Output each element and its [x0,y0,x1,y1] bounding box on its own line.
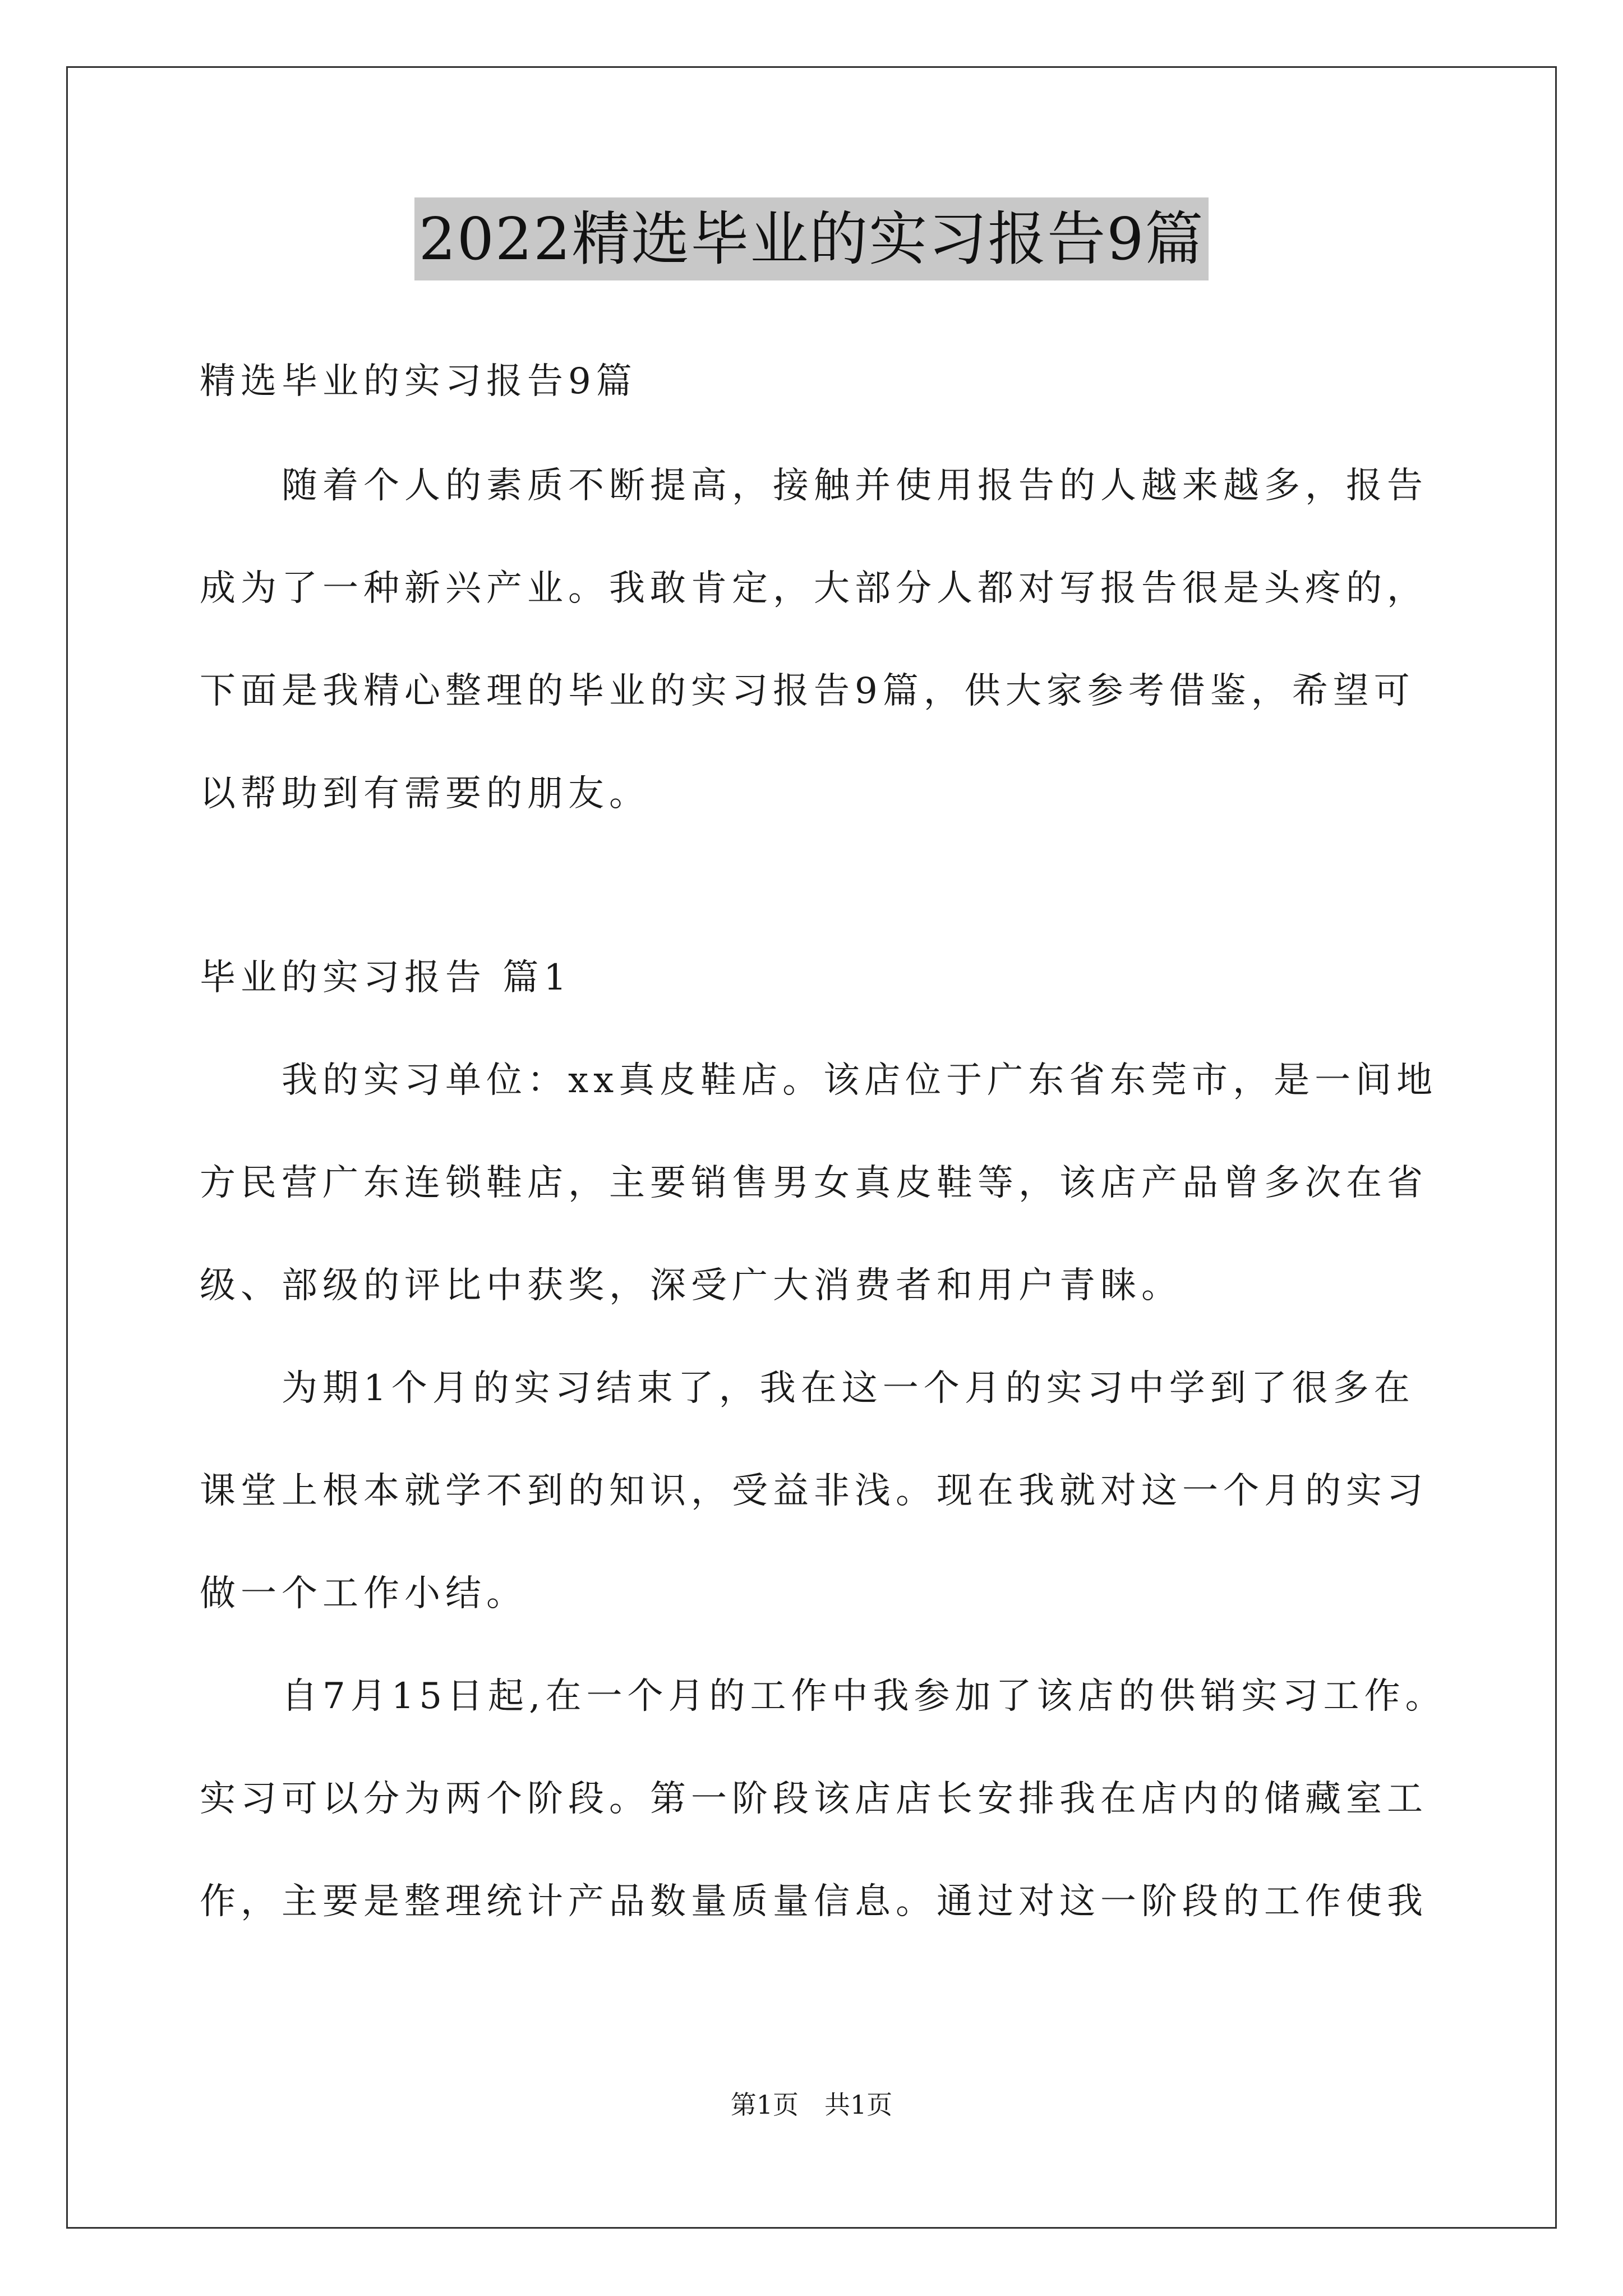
subtitle: 精选毕业的实习报告9篇 [200,361,637,402]
paragraph-line: 下面是我精心整理的毕业的实习报告9篇，供大家参考借鉴，希望可 [200,670,1415,712]
document-title: 2022精选毕业的实习报告9篇 [414,197,1209,280]
paragraph-line: 课堂上根本就学不到的知识，受益非浅。现在我就对这一个月的实习 [200,1470,1428,1512]
title-container [0,197,1623,280]
paragraph-line: 成为了一种新兴产业。我敢肯定，大部分人都对写报告很是头疼的， [200,568,1428,609]
paragraph-line: 我的实习单位：xx真皮鞋店。该店位于广东省东莞市，是一间地 [282,1060,1438,1101]
page-footer: 第1页 共1页 [730,2090,893,2120]
paragraph-line: 自7月15日起,在一个月的工作中我参加了该店的供销实习工作。 [282,1676,1446,1717]
paragraph-line: 方民营广东连锁鞋店，主要销售男女真皮鞋等，该店产品曾多次在省 [200,1162,1428,1204]
paragraph-line: 以帮助到有需要的朋友。 [200,773,650,815]
paragraph-line: 作，主要是整理统计产品数量质量信息。通过对这一阶段的工作使我 [200,1881,1428,1922]
paragraph-line: 实习可以分为两个阶段。第一阶段该店店长安排我在店内的储藏室工 [200,1778,1428,1820]
section-heading: 毕业的实习报告 篇1 [200,957,572,999]
paragraph-line: 做一个工作小结。 [200,1573,527,1614]
paragraph-line: 随着个人的素质不断提高，接触并使用报告的人越来越多，报告 [282,465,1428,507]
paragraph-line: 级、部级的评比中获奖，深受广大消费者和用户青睐。 [200,1265,1182,1306]
paragraph-line: 为期1个月的实习结束了，我在这一个月的实习中学到了很多在 [282,1368,1415,1409]
